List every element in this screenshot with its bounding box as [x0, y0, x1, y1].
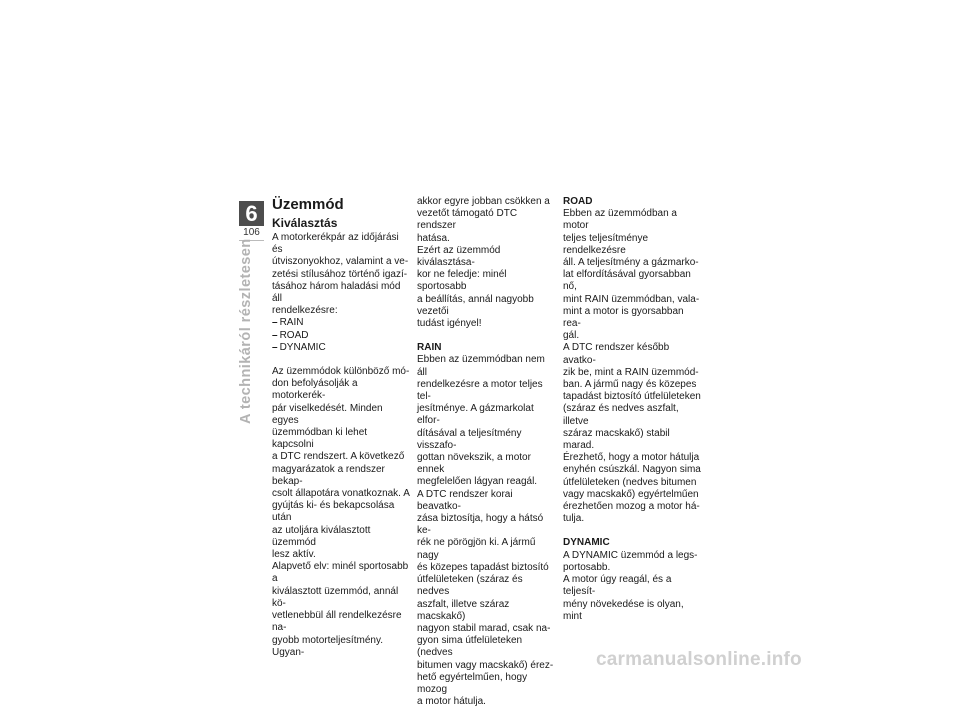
line: Alapvető elv: minél sportosabb a — [272, 561, 409, 585]
line: mint RAIN üzemmódban, vala- — [563, 293, 700, 305]
line: tudást igényel! — [417, 318, 482, 330]
line: A DYNAMIC üzemmód a legs- — [563, 549, 698, 561]
line: Érezhető, hogy a motor hátulja — [563, 452, 700, 464]
column-3 — [563, 196, 701, 623]
line: ban. A jármű nagy és közepes — [563, 379, 697, 391]
chapter-tab — [239, 201, 264, 241]
line: rendelkezésre: — [272, 305, 338, 317]
line: kiválasztott üzemmód, annál kö- — [272, 585, 399, 609]
line: Ebben az üzemmódban nem áll — [417, 354, 545, 378]
mode-list-item: – DYNAMIC — [272, 342, 410, 354]
rain-paragraph-1 — [417, 354, 555, 488]
line: gottan növekszik, a motor ennek — [417, 452, 531, 476]
mode-list — [272, 317, 410, 354]
line: A DTC rendszer korai beavatko- — [417, 488, 513, 512]
warning-paragraph — [417, 245, 555, 330]
section-subheading: Kiválasztás — [272, 216, 338, 230]
principle-paragraph — [272, 561, 410, 659]
line: útviszonyokhoz, valamint a ve- — [272, 256, 409, 268]
line: enyhén csúszkál. Nagyon sima — [563, 464, 701, 476]
dynamic-heading: DYNAMIC — [563, 537, 610, 549]
line: don befolyásolják a motorkerék- — [272, 378, 358, 402]
mode-list-item: – ROAD — [272, 330, 410, 342]
line: hatása. — [417, 232, 450, 244]
chapter-number: 6 — [239, 201, 264, 226]
line: a beállítás, annál nagyobb vezetői — [417, 293, 534, 317]
line: aszfalt, illetve száraz macskakő) — [417, 598, 510, 622]
dynamic-paragraph-2 — [563, 574, 701, 623]
line: mény növekedése is olyan, mint — [563, 598, 684, 622]
column-2 — [417, 196, 555, 708]
line: Ezért az üzemmód kiválasztása- — [417, 244, 501, 269]
watermark: carmanualsonline.info — [596, 649, 802, 670]
line: hető egyértelműen, hogy mozog — [417, 671, 528, 695]
line: jesítménye. A gázmarkolat elfor- — [417, 403, 534, 427]
line: A motor úgy reagál, és a teljesít- — [563, 574, 672, 598]
section-heading: Üzemmód — [272, 196, 344, 213]
line: pár viselkedését. Minden egyes — [272, 402, 383, 426]
line: az utoljára kiválasztott üzemmód — [272, 524, 371, 548]
line: áll. A teljesítmény a gázmarko- — [563, 257, 699, 269]
line: nagyon stabil marad, csak na- — [417, 622, 551, 634]
line: kor ne feledje: minél sportosabb — [417, 269, 507, 293]
line: A DTC rendszer később avatko- — [563, 342, 670, 366]
rain-paragraph-2 — [417, 489, 555, 708]
line: tulja. — [563, 513, 585, 525]
line: száraz macskakő) stabil marad. — [563, 427, 670, 452]
line: dításával a teljesítmény visszafo- — [417, 427, 522, 451]
line: zik be, mint a RAIN üzemmód- — [563, 366, 699, 378]
line: lat elfordításával gyorsabban nő, — [563, 269, 691, 293]
line: útfelületeken (száraz és nedves — [417, 574, 523, 598]
line: és közepes tapadást biztosító — [417, 561, 549, 573]
road-paragraph-1 — [563, 208, 701, 342]
intro-paragraph — [272, 232, 410, 317]
line: gyon sima útfelületeken (nedves — [417, 635, 523, 659]
line: mint a motor is gyorsabban rea- — [563, 305, 684, 330]
rain-heading: RAIN — [417, 342, 442, 354]
line: tásához három haladási mód áll — [272, 280, 401, 305]
line: vezetőt támogató DTC rendszer — [417, 208, 518, 232]
line: bitumen vagy macskakő) érez- — [417, 659, 554, 671]
modes-paragraph — [272, 366, 410, 561]
page-number: 106 — [239, 226, 264, 241]
line: útfelületeken (nedves bitumen — [563, 476, 697, 488]
line: rék ne pörögjön ki. A jármű nagy — [417, 537, 536, 561]
line: teljes teljesítménye rendelkezésre — [563, 232, 649, 256]
line: Ebben az üzemmódban a motor — [563, 208, 677, 232]
line: csolt állapotára vonatkoznak. A — [272, 488, 410, 500]
line: akkor egyre jobban csökken a — [417, 196, 550, 207]
line: (száraz és nedves aszfalt, illetve — [563, 403, 679, 427]
line: A motorkerékpár az időjárási és — [272, 232, 399, 256]
line: a DTC rendszert. A következő — [272, 451, 405, 463]
continuation-paragraph — [417, 196, 555, 245]
line: gál. — [563, 330, 580, 342]
mode-list-item: – RAIN — [272, 317, 410, 329]
line: rendelkezésre a motor teljes tel- — [417, 378, 543, 403]
line: a motor hátulja. — [417, 696, 486, 708]
line: zása biztosítja, hogy a hátsó ke- — [417, 513, 544, 537]
line: lesz aktív. — [272, 549, 316, 561]
line: portosabb. — [563, 561, 611, 573]
line: Az üzemmódok különböző mó- — [272, 366, 410, 378]
line: vetlenebbül áll rendelkezésre na- — [272, 610, 402, 634]
road-paragraph-3 — [563, 452, 701, 525]
line: megfelelően lágyan reagál. — [417, 476, 538, 488]
line: gyobb motorteljesítmény. Ugyan- — [272, 634, 383, 658]
road-heading: ROAD — [563, 196, 593, 207]
line: tapadást biztosító útfelületeken — [563, 391, 701, 403]
side-chapter-title: A technikáról részletesen — [238, 238, 254, 424]
line: magyarázatok a rendszer bekap- — [272, 463, 385, 487]
line: érezhetően mozog a motor há- — [563, 501, 700, 513]
line: zetési stílusához történő igazí- — [272, 268, 408, 280]
line: üzemmódban ki lehet kapcsolni — [272, 427, 368, 451]
road-paragraph-2 — [563, 342, 701, 452]
dynamic-paragraph-1 — [563, 550, 701, 574]
column-1 — [272, 196, 410, 659]
line: vagy macskakő) egyértelműen — [563, 488, 699, 500]
line: gyújtás ki- és bekapcsolása után — [272, 500, 395, 524]
